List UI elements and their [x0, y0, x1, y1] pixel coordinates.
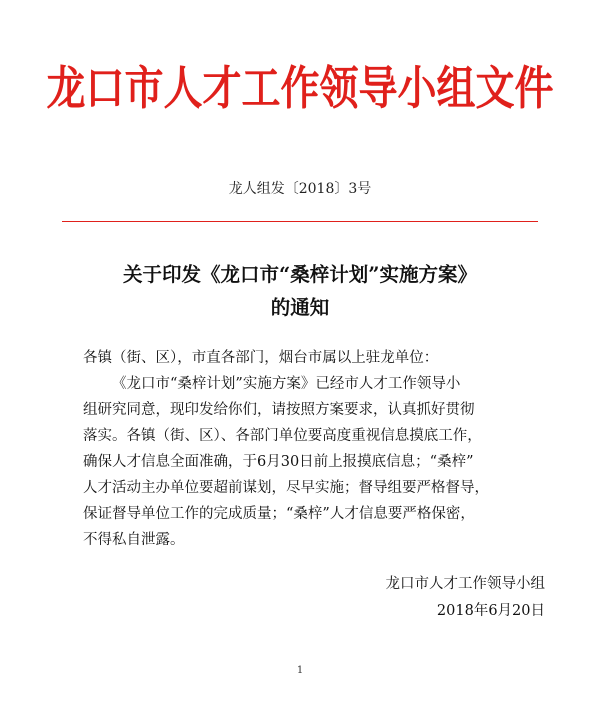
body-line: 落实。各镇（街、区）、各部门单位要高度重视信息摸底工作， [83, 428, 482, 444]
signature-block [0, 571, 545, 625]
body-line: 不得私自泄露。 [83, 532, 185, 548]
document-number: 龙人组发〔2018〕3号 [228, 181, 372, 197]
document-header-title: 龙口市人才工作领导小组文件 [46, 61, 554, 116]
notice-title-line-2: 的通知 [270, 296, 330, 319]
notice-title [0, 258, 600, 324]
body-line: 组研究同意，现印发给你们，请按照方案要求，认真抓好贯彻 [83, 402, 475, 418]
body-line: 确保人才信息全面准确，于6月30日前上报摸底信息；“桑梓” [83, 454, 474, 470]
salutation: 各镇（街、区），市直各部门，烟台市属以上驻龙单位： [83, 350, 439, 366]
notice-title-line-1: 关于印发《龙口市“桑梓计划”实施方案》 [123, 263, 477, 286]
notice-body [83, 345, 523, 553]
page-number: 1 [296, 665, 304, 676]
signature-date: 2018年6月20日 [436, 603, 545, 619]
body-line: 保证督导单位工作的完成质量；“桑梓”人才信息要严格保密， [83, 506, 475, 522]
signature-organization: 龙口市人才工作领导小组 [385, 576, 545, 592]
body-line: 人才活动主办单位要超前谋划，尽早实施；督导组要严格督导， [83, 480, 489, 496]
header-divider [62, 221, 538, 222]
body-line: 《龙口市“桑梓计划”实施方案》已经市人才工作领导小 [112, 376, 461, 392]
